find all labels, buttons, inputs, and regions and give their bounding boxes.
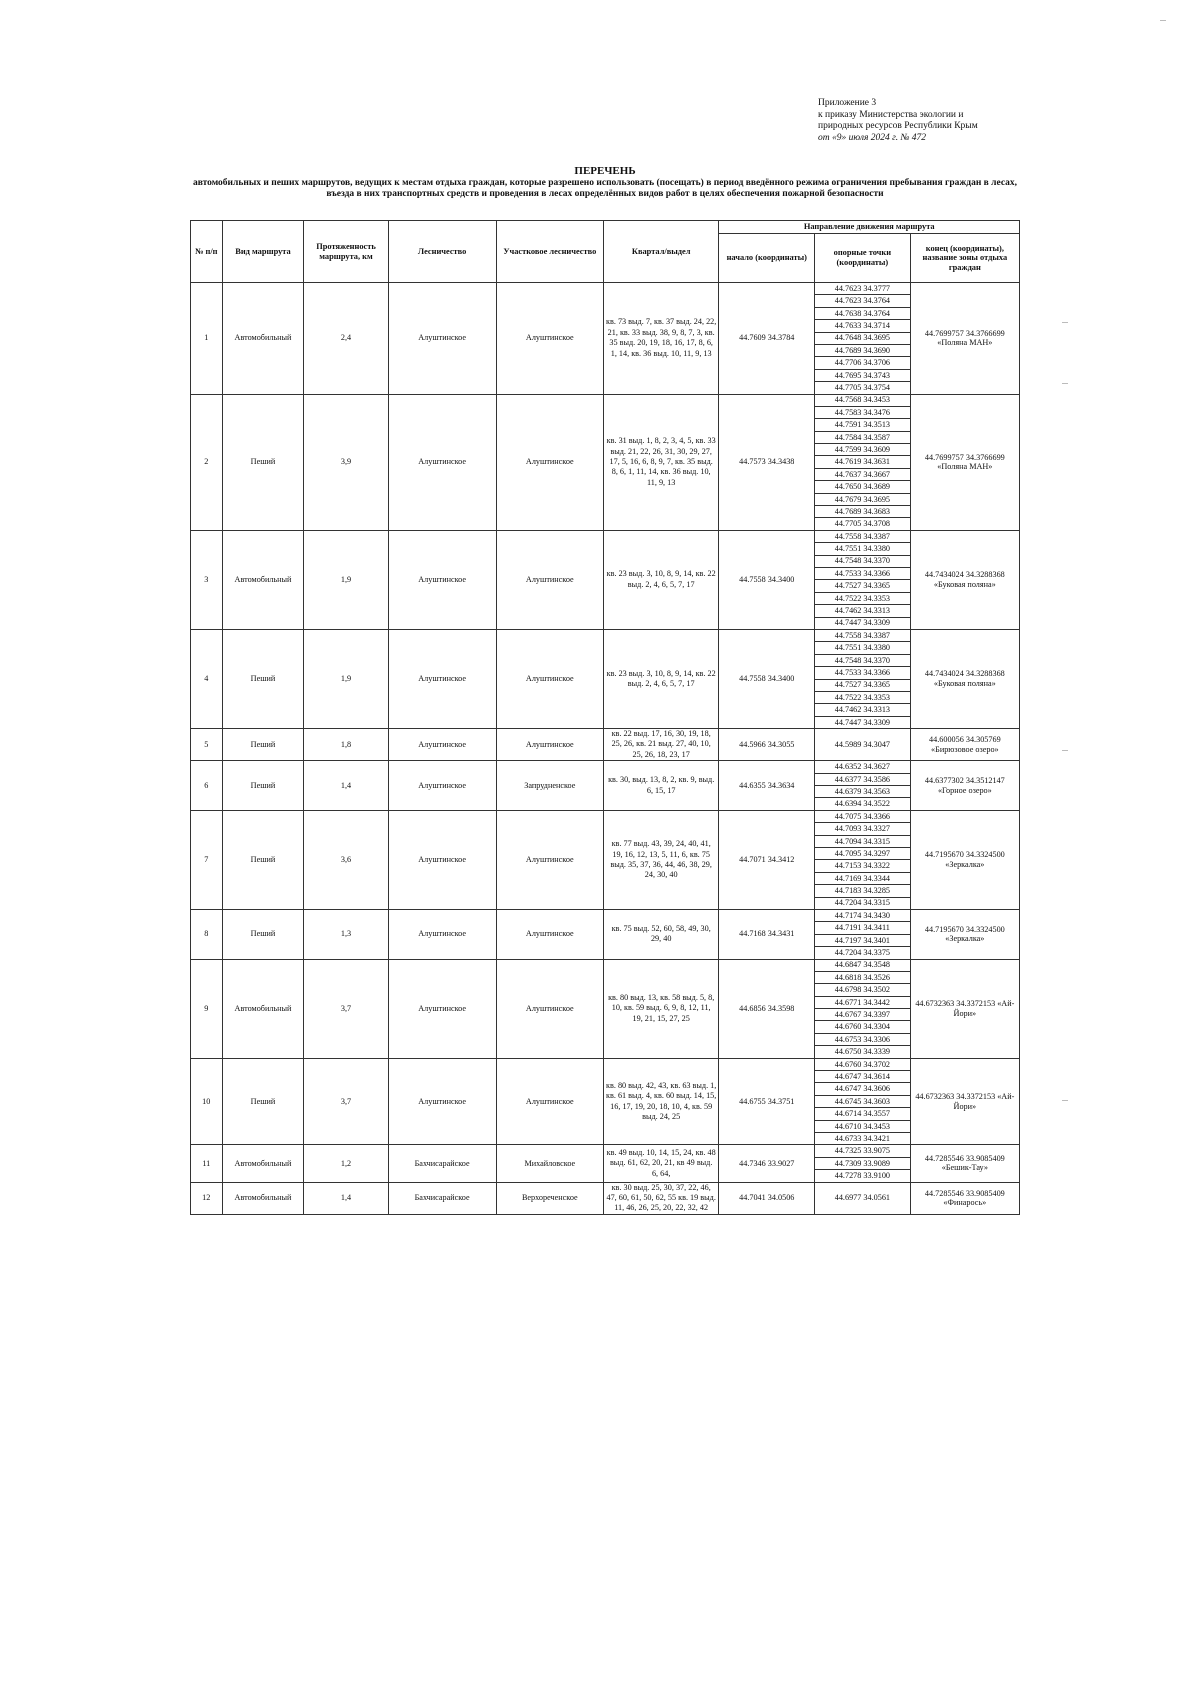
route-point: 44.7705 34.3708 [815,518,911,530]
appendix-date-line: от «9» июля 2024 г. № 472 [818,132,927,143]
route-num: 9 [191,959,223,1058]
route-point: 44.6818 34.3526 [815,971,911,983]
header-length: Протяженность маршрута, км [304,221,388,283]
routes-table [190,220,1020,1215]
route-type: Пеший [222,394,304,530]
route-forestry: Алуштинское [388,283,496,395]
table-row [191,1058,1020,1070]
route-forestry: Алуштинское [388,810,496,909]
scan-mark [1062,383,1068,384]
route-point: 44.7204 34.3375 [815,947,911,959]
route-forestry: Алуштинское [388,959,496,1058]
table-row [191,909,1020,921]
header-district: Участковое лесничество [496,221,603,283]
route-kvartal: кв. 80 выд. 42, 43, кв. 63 выд. 1, кв. 61 выд. 4, кв. 60 выд. 14, 15, 16, 17, 19, 20, 18, 10, 4, кв. 59 выд. 24, 25 [603,1058,719,1145]
table-row [191,394,1020,406]
route-kvartal: кв. 80 выд. 13, кв. 58 выд. 5, 8, 10, кв. 59 выд. 6, 9, 8, 12, 11, 19, 21, 15, 27, 25 [603,959,719,1058]
route-point: 44.7204 34.3315 [815,897,911,909]
route-type: Автомобильный [222,959,304,1058]
table-row [191,810,1020,822]
route-end: 44.7285546 33.9085409 «Финарось» [910,1182,1019,1214]
route-forestry: Алуштинское [388,729,496,761]
route-forestry: Алуштинское [388,530,496,629]
route-num: 2 [191,394,223,530]
route-kvartal: кв. 30, выд. 13, 8, 2, кв. 9, выд. 6, 15, 17 [603,761,719,811]
route-kvartal: кв. 73 выд. 7, кв. 37 выд. 24, 22, 21, кв. 33 выд. 38, 9, 8, 7, 3, кв. 35 выд. 20, 19, 18, 16, 17, 8, 6, 1, 14, кв. 36 выд. 10, 11, 9, 13 [603,283,719,395]
route-start: 44.7041 34.0506 [719,1182,815,1214]
route-num: 6 [191,761,223,811]
route-start: 44.6755 34.3751 [719,1058,815,1145]
route-point: 44.7568 34.3453 [815,394,911,406]
route-point: 44.7689 34.3683 [815,506,911,518]
route-point: 44.6747 34.3606 [815,1083,911,1095]
route-point: 44.6977 34.0561 [815,1182,911,1214]
route-start: 44.7573 34.3438 [719,394,815,530]
route-end: 44.6732363 34.3372153 «Ай-Йори» [910,1058,1019,1145]
route-point: 44.7447 34.3309 [815,617,911,629]
route-end: 44.6732363 34.3372153 «Ай-Йори» [910,959,1019,1058]
table-row [191,1145,1020,1157]
route-start: 44.7609 34.3784 [719,283,815,395]
route-point: 44.6750 34.3339 [815,1046,911,1058]
routes-body [191,283,1020,1215]
route-start: 44.7346 33.9027 [719,1145,815,1182]
route-point: 44.7174 34.3430 [815,909,911,921]
appendix-line-3: природных ресурсов Республики Крым [818,121,978,131]
table-row [191,530,1020,542]
route-point: 44.6747 34.3614 [815,1071,911,1083]
route-point: 44.6379 34.3563 [815,786,911,798]
route-point: 44.7462 34.3313 [815,704,911,716]
route-forestry: Бахчисарайское [388,1182,496,1214]
header-forestry: Лесничество [388,221,496,283]
header-end: конец (координаты), название зоны отдыха граждан [910,234,1019,283]
route-kvartal: кв. 49 выд. 10, 14, 15, 24, кв. 48 выд. 61, 62, 20, 21, кв 49 выд. 6, 64, [603,1145,719,1182]
route-forestry: Бахчисарайское [388,1145,496,1182]
route-kvartal: кв. 30 выд. 25, 30, 37, 22, 46, 47, 60, 61, 50, 62, 55 кв. 19 выд. 11, 46, 26, 25, 20, 22, 32, 42 [603,1182,719,1214]
header-type: Вид маршрута [222,221,304,283]
header-kvartal: Квартал/выдел [603,221,719,283]
header-direction: Направление движения маршрута [719,221,1020,234]
scan-mark [1062,1100,1068,1101]
route-kvartal: кв. 23 выд. 3, 10, 8, 9, 14, кв. 22 выд. 2, 4, 6, 5, 7, 17 [603,629,719,728]
route-point: 44.7679 34.3695 [815,493,911,505]
route-point: 44.7533 34.3366 [815,567,911,579]
route-num: 3 [191,530,223,629]
route-end: 44.7285546 33.9085409 «Бешик-Тау» [910,1145,1019,1182]
route-point: 44.7689 34.3690 [815,344,911,356]
route-point: 44.6352 34.3627 [815,761,911,773]
route-point: 44.7599 34.3609 [815,444,911,456]
title-heading: ПЕРЕЧЕНЬ [574,165,636,177]
appendix-line-2: к приказу Министерства экологии и [818,109,964,120]
header-num: № п/п [191,221,223,283]
route-type: Автомобильный [222,1145,304,1182]
route-type: Автомобильный [222,1182,304,1214]
route-point: 44.7650 34.3689 [815,481,911,493]
route-forestry: Алуштинское [388,629,496,728]
route-point: 44.6760 34.3304 [815,1021,911,1033]
route-end: 44.7699757 34.3766699 «Поляна МАН» [910,283,1019,395]
route-point: 44.7558 34.3387 [815,530,911,542]
route-kvartal: кв. 31 выд. 1, 8, 2, 3, 4, 5, кв. 33 выд. 21, 22, 26, 31, 30, 29, 27, 17, 5, 16, 6, 8, 9, 7, кв. 35 выд. 8, 6, 1, 11, 14, кв. 36 выд. 10, 11, 9, 13 [603,394,719,530]
route-point: 44.6771 34.3442 [815,996,911,1008]
route-district: Алуштинское [496,729,603,761]
route-point: 44.6798 34.3502 [815,984,911,996]
route-point: 44.7191 34.3411 [815,922,911,934]
route-point: 44.7462 34.3313 [815,605,911,617]
route-length: 3,7 [304,1058,388,1145]
route-point: 44.7591 34.3513 [815,419,911,431]
route-point: 44.6377 34.3586 [815,773,911,785]
route-point: 44.6733 34.3421 [815,1133,911,1145]
route-num: 4 [191,629,223,728]
route-point: 44.7623 34.3777 [815,283,911,295]
route-num: 7 [191,810,223,909]
route-type: Пеший [222,1058,304,1145]
route-district: Алуштинское [496,810,603,909]
table-row [191,1182,1020,1214]
route-length: 1,4 [304,761,388,811]
route-point: 44.7584 34.3587 [815,431,911,443]
table-row [191,959,1020,971]
route-start: 44.6856 34.3598 [719,959,815,1058]
route-point: 44.5989 34.3047 [815,729,911,761]
route-end: 44.6377302 34.3512147 «Горное озеро» [910,761,1019,811]
route-point: 44.7619 34.3631 [815,456,911,468]
route-point: 44.7623 34.3764 [815,295,911,307]
route-district: Алуштинское [496,283,603,395]
route-point: 44.7706 34.3706 [815,357,911,369]
route-point: 44.7183 34.3285 [815,885,911,897]
route-point: 44.7638 34.3764 [815,307,911,319]
route-point: 44.7075 34.3366 [815,810,911,822]
route-district: Алуштинское [496,530,603,629]
route-point: 44.6714 34.3557 [815,1108,911,1120]
route-point: 44.7648 34.3695 [815,332,911,344]
title-text: автомобильных и пеших маршрутов, ведущих к местам отдыха граждан, которые разрешено использовать (посещать) в период введённого режима ограничения пребывания граждан в лесах, въезда в них транспортных средств и проведения в лесах определённых видов работ в целях обеспечения пожарной безопасности [192,177,1018,199]
route-point: 44.6760 34.3702 [815,1058,911,1070]
table-row [191,629,1020,641]
route-point: 44.7522 34.3353 [815,592,911,604]
route-length: 3,7 [304,959,388,1058]
route-point: 44.7633 34.3714 [815,320,911,332]
route-end: 44.7195670 34.3324500 «Зеркалка» [910,909,1019,959]
route-point: 44.7527 34.3365 [815,679,911,691]
route-end: 44.7434024 34.3288368 «Буковая поляна» [910,629,1019,728]
route-kvartal: кв. 23 выд. 3, 10, 8, 9, 14, кв. 22 выд. 2, 4, 6, 5, 7, 17 [603,530,719,629]
route-point: 44.7094 34.3315 [815,835,911,847]
route-point: 44.7197 34.3401 [815,934,911,946]
route-length: 1,4 [304,1182,388,1214]
route-point: 44.7551 34.3380 [815,543,911,555]
route-point: 44.7548 34.3370 [815,555,911,567]
route-kvartal: кв. 77 выд. 43, 39, 24, 40, 41, 19, 16, 12, 13, 5, 11, 6, кв. 75 выд. 35, 37, 36, 44, 46, 38, 29, 24, 30, 40 [603,810,719,909]
route-point: 44.7583 34.3476 [815,406,911,418]
route-district: Алуштинское [496,909,603,959]
route-point: 44.6710 34.3453 [815,1120,911,1132]
route-type: Автомобильный [222,283,304,395]
route-forestry: Алуштинское [388,909,496,959]
header-points: опорные точки (координаты) [815,234,911,283]
route-point: 44.7093 34.3327 [815,823,911,835]
route-end: 44.7434024 34.3288368 «Буковая поляна» [910,530,1019,629]
route-start: 44.7071 34.3412 [719,810,815,909]
route-point: 44.7551 34.3380 [815,642,911,654]
route-start: 44.7558 34.3400 [719,629,815,728]
route-num: 1 [191,283,223,395]
header-start: начало (координаты) [719,234,815,283]
route-point: 44.6753 34.3306 [815,1033,911,1045]
route-district: Алуштинское [496,959,603,1058]
route-length: 1,2 [304,1145,388,1182]
route-point: 44.7278 33.9100 [815,1170,911,1182]
route-point: 44.7527 34.3365 [815,580,911,592]
route-end: 44.600056 34.305769 «Бирюзовое озеро» [910,729,1019,761]
route-length: 3,6 [304,810,388,909]
route-forestry: Алуштинское [388,394,496,530]
route-district: Запрудненское [496,761,603,811]
route-point: 44.6847 34.3548 [815,959,911,971]
route-length: 1,9 [304,629,388,728]
table-row [191,761,1020,773]
route-point: 44.7558 34.3387 [815,629,911,641]
route-type: Пеший [222,761,304,811]
route-length: 3,9 [304,394,388,530]
table-row [191,729,1020,761]
route-district: Алуштинское [496,1058,603,1145]
route-kvartal: кв. 75 выд. 52, 60, 58, 49, 30, 29, 40 [603,909,719,959]
route-district: Михайловское [496,1145,603,1182]
route-forestry: Алуштинское [388,761,496,811]
route-forestry: Алуштинское [388,1058,496,1145]
route-end: 44.7699757 34.3766699 «Поляна МАН» [910,394,1019,530]
route-type: Пеший [222,729,304,761]
route-point: 44.6767 34.3397 [815,1009,911,1021]
appendix-line-1: Приложение 3 [818,98,877,108]
scan-mark [1062,322,1068,323]
appendix-note [818,98,1018,144]
route-district: Алуштинское [496,394,603,530]
route-point: 44.6394 34.3522 [815,798,911,810]
route-kvartal: кв. 22 выд. 17, 16, 30, 19, 18, 25, 26, кв. 21 выд. 27, 40, 10, 25, 26, 18, 23, 17 [603,729,719,761]
route-district: Алуштинское [496,629,603,728]
route-type: Пеший [222,909,304,959]
route-point: 44.7548 34.3370 [815,654,911,666]
route-length: 1,9 [304,530,388,629]
route-district: Верхореченское [496,1182,603,1214]
route-point: 44.7095 34.3297 [815,848,911,860]
route-type: Автомобильный [222,530,304,629]
route-num: 8 [191,909,223,959]
route-start: 44.5966 34.3055 [719,729,815,761]
route-point: 44.6745 34.3603 [815,1095,911,1107]
route-point: 44.7325 33.9075 [815,1145,911,1157]
route-point: 44.7637 34.3667 [815,468,911,480]
route-length: 1,3 [304,909,388,959]
table-row [191,283,1020,295]
route-type: Пеший [222,810,304,909]
route-point: 44.7533 34.3366 [815,667,911,679]
route-end: 44.7195670 34.3324500 «Зеркалка» [910,810,1019,909]
route-type: Пеший [222,629,304,728]
route-start: 44.7558 34.3400 [719,530,815,629]
route-point: 44.7522 34.3353 [815,691,911,703]
scan-mark [1160,20,1166,21]
route-length: 1,8 [304,729,388,761]
scan-mark [1062,750,1068,751]
route-point: 44.7169 34.3344 [815,872,911,884]
route-num: 12 [191,1182,223,1214]
route-num: 5 [191,729,223,761]
route-start: 44.7168 34.3431 [719,909,815,959]
route-num: 11 [191,1145,223,1182]
route-length: 2,4 [304,283,388,395]
route-point: 44.7705 34.3754 [815,382,911,394]
document-title [190,166,1020,201]
route-start: 44.6355 34.3634 [719,761,815,811]
route-point: 44.7695 34.3743 [815,369,911,381]
route-num: 10 [191,1058,223,1145]
route-point: 44.7447 34.3309 [815,716,911,728]
route-point: 44.7309 33.9089 [815,1157,911,1169]
route-point: 44.7153 34.3322 [815,860,911,872]
